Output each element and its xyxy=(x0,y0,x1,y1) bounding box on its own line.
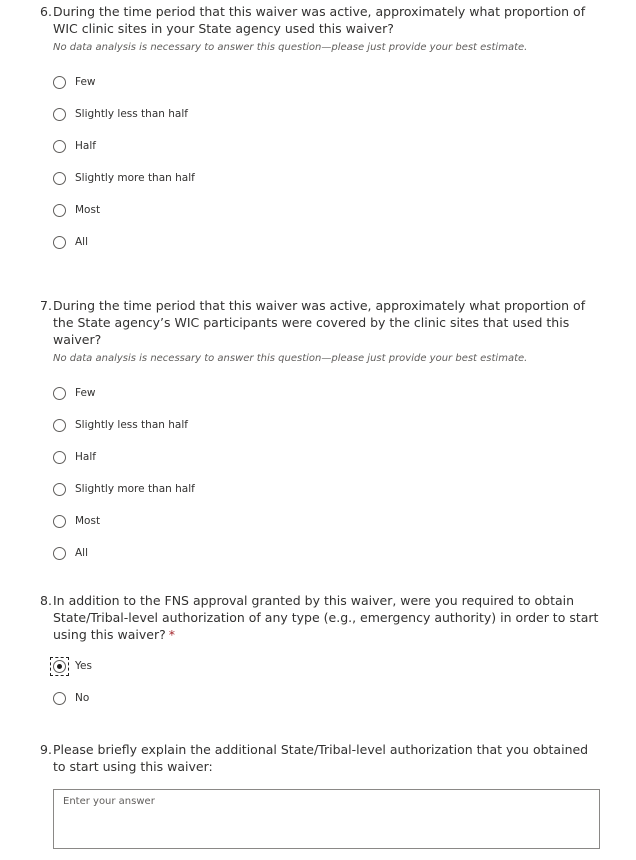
option-label: Few xyxy=(75,387,96,399)
option-label: Few xyxy=(75,76,96,88)
radio-button[interactable] xyxy=(53,204,66,217)
option-label: Most xyxy=(75,515,101,527)
q6-option-half[interactable] xyxy=(53,130,600,162)
option-label: Half xyxy=(75,451,96,463)
radio-button[interactable] xyxy=(53,76,66,89)
radio-button[interactable] xyxy=(53,419,66,432)
option-label: Yes xyxy=(75,660,92,672)
question-7 xyxy=(40,297,600,569)
question-8 xyxy=(40,592,600,714)
radio-button[interactable] xyxy=(53,172,66,185)
radio-button[interactable] xyxy=(53,483,66,496)
q6-option-all[interactable] xyxy=(53,226,600,258)
q7-option-most[interactable] xyxy=(53,505,600,537)
radio-button[interactable] xyxy=(53,140,66,153)
option-label: Most xyxy=(75,204,101,216)
radio-button[interactable] xyxy=(53,547,66,560)
q7-option-slightly-less-than-half[interactable] xyxy=(53,409,600,441)
focus-ring xyxy=(51,658,68,675)
option-label: Slightly less than half xyxy=(75,419,188,431)
question-9-title xyxy=(40,741,600,775)
question-7-number: 7. xyxy=(40,298,52,313)
q7-option-all[interactable] xyxy=(53,537,600,569)
question-8-text: In addition to the FNS approval granted by this waiver, were you required to obtain State/Tribal-level authorization of any type (e.g., emergency authority) in order to start using this waiver? xyxy=(53,593,599,642)
radio-button[interactable] xyxy=(53,515,66,528)
option-label: No xyxy=(75,692,90,704)
radio-button[interactable] xyxy=(53,236,66,249)
question-9-text: Please briefly explain the additional State/Tribal-level authorization that you obtained to start using this waiver: xyxy=(53,742,589,774)
question-7-text: During the time period that this waiver was active, approximately what proportion of the State agency’s WIC participants were covered by the clinic sites that used this waiver? xyxy=(53,298,586,347)
question-6-title xyxy=(40,3,600,37)
radio-button[interactable] xyxy=(53,692,66,705)
question-8-number: 8. xyxy=(40,593,52,608)
q8-option-yes[interactable] xyxy=(53,650,600,682)
option-label: Slightly more than half xyxy=(75,483,195,495)
radio-button[interactable] xyxy=(53,451,66,464)
radio-button[interactable] xyxy=(53,108,66,121)
q6-option-slightly-less-than-half[interactable] xyxy=(53,98,600,130)
q6-option-few[interactable] xyxy=(53,66,600,98)
question-6-options xyxy=(53,66,600,258)
question-7-options xyxy=(53,377,600,569)
question-9 xyxy=(40,741,600,775)
question-6-text: During the time period that this waiver was active, approximately what proportion of WIC clinic sites in your State agency used this waiver? xyxy=(53,4,586,36)
q6-option-slightly-more-than-half[interactable] xyxy=(53,162,600,194)
option-label: All xyxy=(75,236,89,248)
question-6-number: 6. xyxy=(40,4,52,19)
q7-option-slightly-more-than-half[interactable] xyxy=(53,473,600,505)
option-label: Slightly more than half xyxy=(75,172,195,184)
option-label: Half xyxy=(75,140,96,152)
question-8-title xyxy=(40,592,600,643)
question-9-number: 9. xyxy=(40,742,52,757)
q7-option-few[interactable] xyxy=(53,377,600,409)
question-8-options xyxy=(53,650,600,714)
radio-button-selected[interactable] xyxy=(53,660,66,673)
question-6-subtitle: No data analysis is necessary to answer this question—please just provide your best estimate. xyxy=(53,42,528,53)
option-label: All xyxy=(75,547,89,559)
option-label: Slightly less than half xyxy=(75,108,188,120)
question-6 xyxy=(40,3,600,258)
q8-option-no[interactable] xyxy=(53,682,600,714)
radio-button[interactable] xyxy=(53,387,66,400)
question-7-title xyxy=(40,297,600,348)
required-asterisk: * xyxy=(168,627,175,642)
q6-option-most[interactable] xyxy=(53,194,600,226)
q7-option-half[interactable] xyxy=(53,441,600,473)
question-7-subtitle: No data analysis is necessary to answer this question—please just provide your best estimate. xyxy=(53,353,528,364)
answer-textarea[interactable] xyxy=(53,789,600,849)
